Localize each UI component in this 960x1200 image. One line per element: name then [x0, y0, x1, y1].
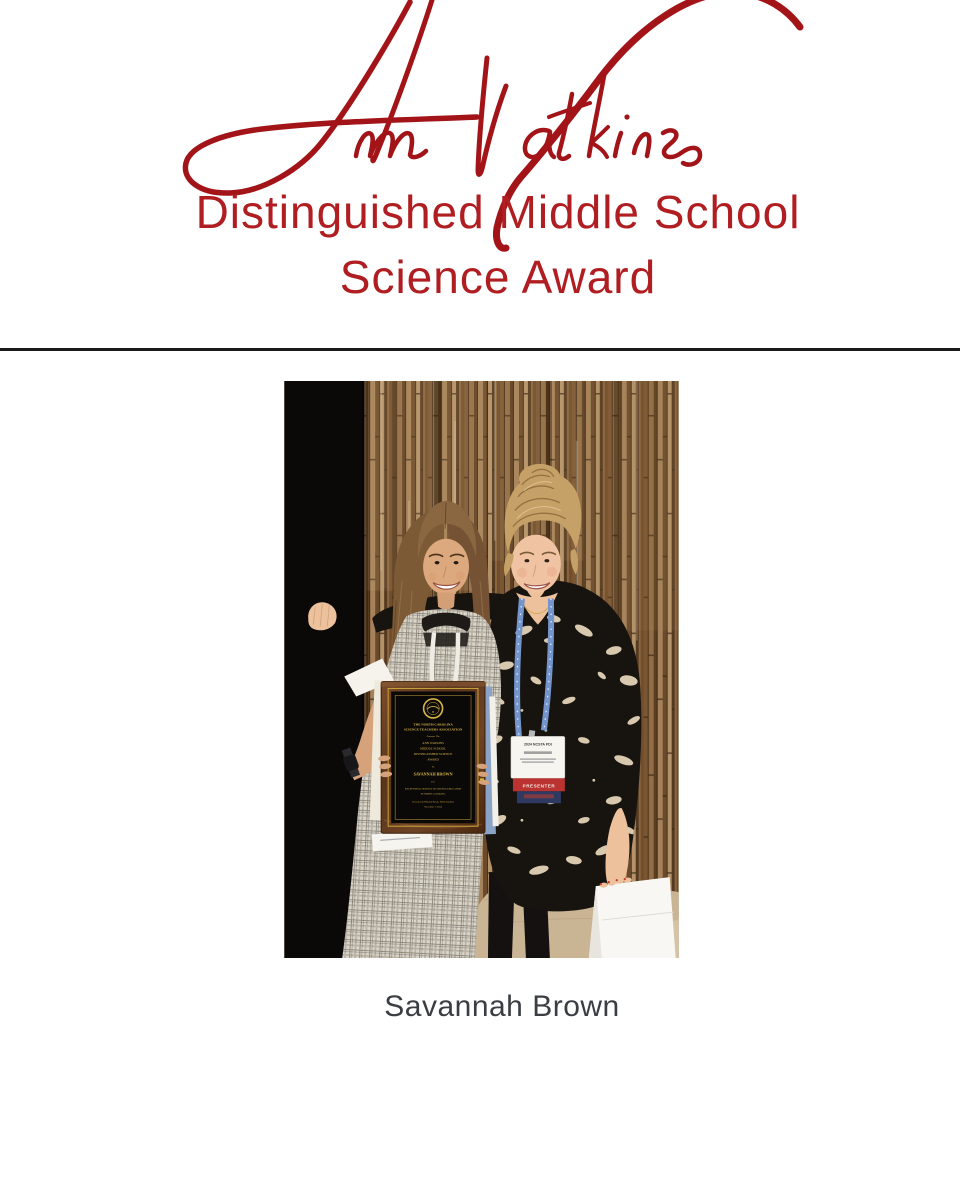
badge-event-line: 2024 NCSTA PDI [523, 742, 552, 747]
plaque-line: For [431, 780, 435, 784]
divider-line [0, 348, 960, 351]
award-photo [284, 381, 679, 958]
plaque-line: SCIENCE TEACHERS ASSOCIATION [403, 727, 463, 732]
award-title-line2: Science Award [339, 251, 657, 303]
plaque-line: DISTINGUISHED SCIENCE [413, 751, 453, 756]
plaque-line: MIDDLE SCHOOL [420, 746, 447, 751]
page-title [0, 180, 960, 310]
plaque-line: AWARD [427, 757, 439, 762]
name-badge [511, 736, 565, 803]
plaque-line: To [431, 765, 435, 769]
plaque-line: Presented in Winston-Salem, North Carolina [412, 800, 454, 804]
presenter-ribbon-label: PRESENTER [522, 783, 556, 789]
plaque-recipient-name: SAVANNAH BROWN [413, 771, 453, 777]
plaque-line: Presents The [426, 734, 440, 738]
photo-caption: Savannah Brown [384, 990, 620, 1023]
presenter-face [511, 535, 561, 593]
plaque-line: IN NORTH CAROLINA [420, 792, 446, 796]
award-title-line1: Distinguished Middle School [195, 186, 801, 238]
plaque-seal [424, 699, 443, 718]
award-plaque [381, 681, 485, 833]
plaque-line: EXCEPTIONAL SERVICE TO SCIENCE EDUCATION [404, 787, 462, 791]
plaque-line: ANN WATKINS [422, 740, 444, 745]
paper [589, 877, 676, 958]
plaque-line: THE NORTH CAROLINA [413, 722, 453, 727]
plaque-line: November 7, 2024 [424, 805, 442, 809]
